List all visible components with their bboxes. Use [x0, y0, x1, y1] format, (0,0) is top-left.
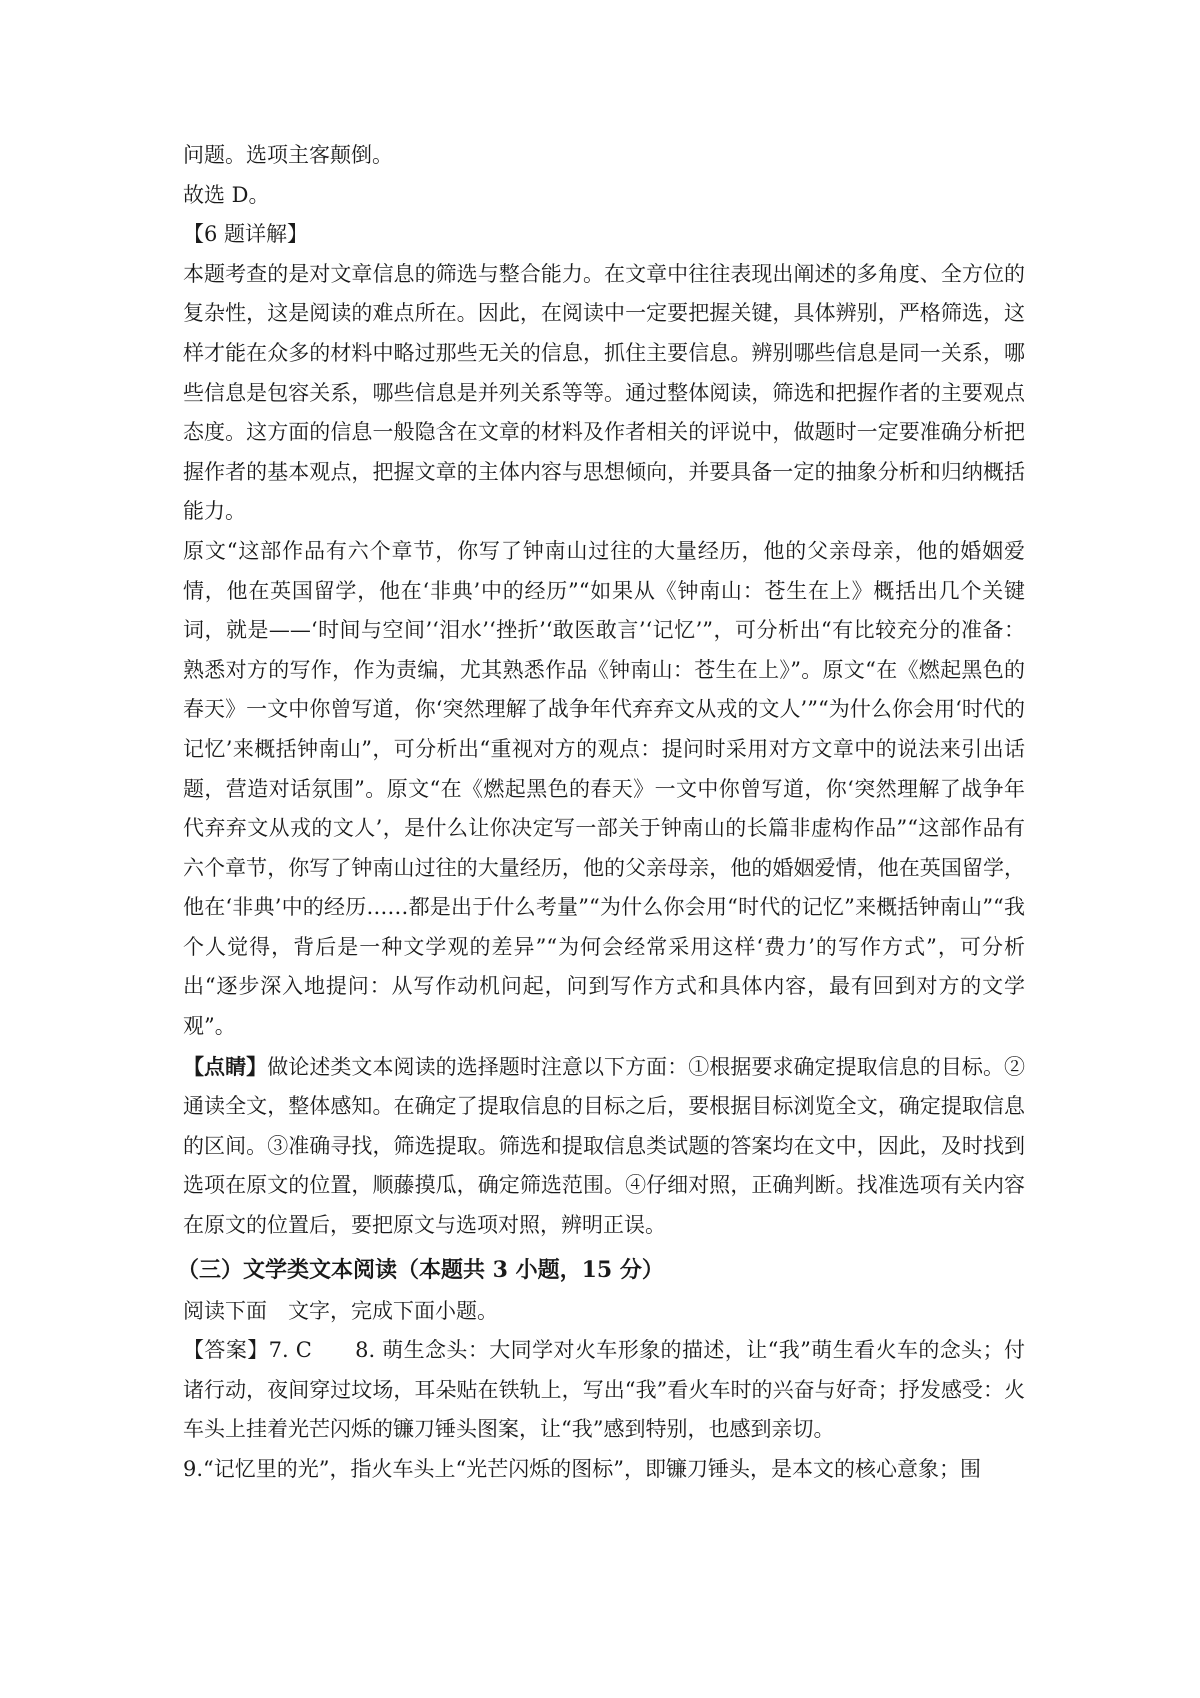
- explanation-paragraph: 本题考查的是对文章信息的筛选与整合能力。在文章中往往表现出阐述的多角度、全方位的复杂性，这是阅读的难点所在。因此，在阅读中一定要把握关键，具体辨别，严格筛选，这样才能在众多的材料中略过那些无关的信息，抓住主要信息。辨别哪些信息是同一关系，哪些信息是包容关系，哪些信息是并列关系等等。通过整体阅读，筛选和把握作者的主要观点态度。这方面的信息一般隐含在文章的材料及作者相关的评说中，做题时一定要准确分析把握作者的基本观点，把握文章的主体内容与思想倾向，并要具备一定的抽象分析和归纳概括能力。: [183, 261, 1025, 524]
- section-label: 【6 题详解】: [183, 222, 309, 247]
- quote-analysis-paragraph: 原文“这部作品有六个章节，你写了钟南山过往的大量经历，他的父亲母亲，他的婚姻爱情，他在英国留学，他在‘非典’中的经历”“如果从《钟南山：苍生在上》概括出几个关键词，就是——‘时间与空间’‘泪水’‘挫折’‘敢医敢言’‘记忆’”，可分析出“有比较充分的准备：熟悉对方的写作，作为责编，尤其熟悉作品《钟南山：苍生在上》”。原文“在《燃起黑色的春天》一文中你曾写道，你‘突然理解了战争年代弃弃文从戎的文人’”“为什么你会用‘时代的记忆’来概括钟南山”，可分析出“重视对方的观点：提问时采用对方文章中的说法来引出话题，营造对话氛围”。原文“在《燃起黑色的春天》一文中你曾写道，你‘突然理解了战争年代弃弃文从戎的文人’，是什么让你决定写一部关于钟南山的长篇非虚构作品”“这部作品有六个章节，你写了钟南山过往的大量经历，他的父亲母亲，他的婚姻爱情，他在英国留学，他在‘非典’中的经历……都是出于什么考量”“为什么你会用“时代的记忆”来概括钟南山”“我个人觉得，背后是一种文学观的差异”“为何会经常采用这样‘费力’的写作方式”，可分析出“逐步深入地提问：从写作动机问起，问到写作方式和具体内容，最有回到对方的文学观”。: [183, 538, 1025, 1039]
- tips-paragraph: [183, 1047, 1025, 1246]
- answer-paragraph: [183, 1331, 1025, 1450]
- document-page: [177, 136, 1026, 1490]
- text-line: 问题。选项主客颠倒。: [183, 143, 393, 167]
- text-line: 故选 D。: [183, 182, 270, 207]
- tips-text: 做论述类文本阅读的选择题时注意以下方面：①根据要求确定提取信息的目标。②通读全文，整体感知。在确定了提取信息的目标之后，要根据目标浏览全文，确定提取信息的区间。③准确寻找，筛选提取。筛选和提取信息类试题的答案均在文中，因此，及时找到选项在原文的位置，顺藤摸瓜，确定筛选范围。④仔细对照，正确判断。找准选项有关内容在原文的位置后，要把原文与选项对照，辨明正误。: [183, 1054, 1026, 1238]
- answer-text: 7. C 8. 萌生念头：大同学对火车形象的描述，让“我”萌生看火车的念头；付诸行动，夜间穿过坟场，耳朵贴在铁轨上，写出“我”看火车时的兴奋与好奇；抒发感受：火车头上挂着光芒闪烁的镰刀锤头图案，让“我”感到特别，也感到亲切。: [183, 1338, 1026, 1442]
- answer-label: 【答案】: [183, 1338, 269, 1363]
- section-heading: （三）文学类文本阅读（本题共 3 小题，15 分）: [177, 1256, 664, 1283]
- dianjing-label: 【点睛】: [183, 1053, 268, 1079]
- instruction-line: 阅读下面 文字，完成下面小题。: [183, 1298, 498, 1323]
- answer-9-paragraph: 9.“记忆里的光”，指火车头上“光芒闪烁的图标”，即镰刀锤头，是本文的核心意象；围: [183, 1457, 981, 1481]
